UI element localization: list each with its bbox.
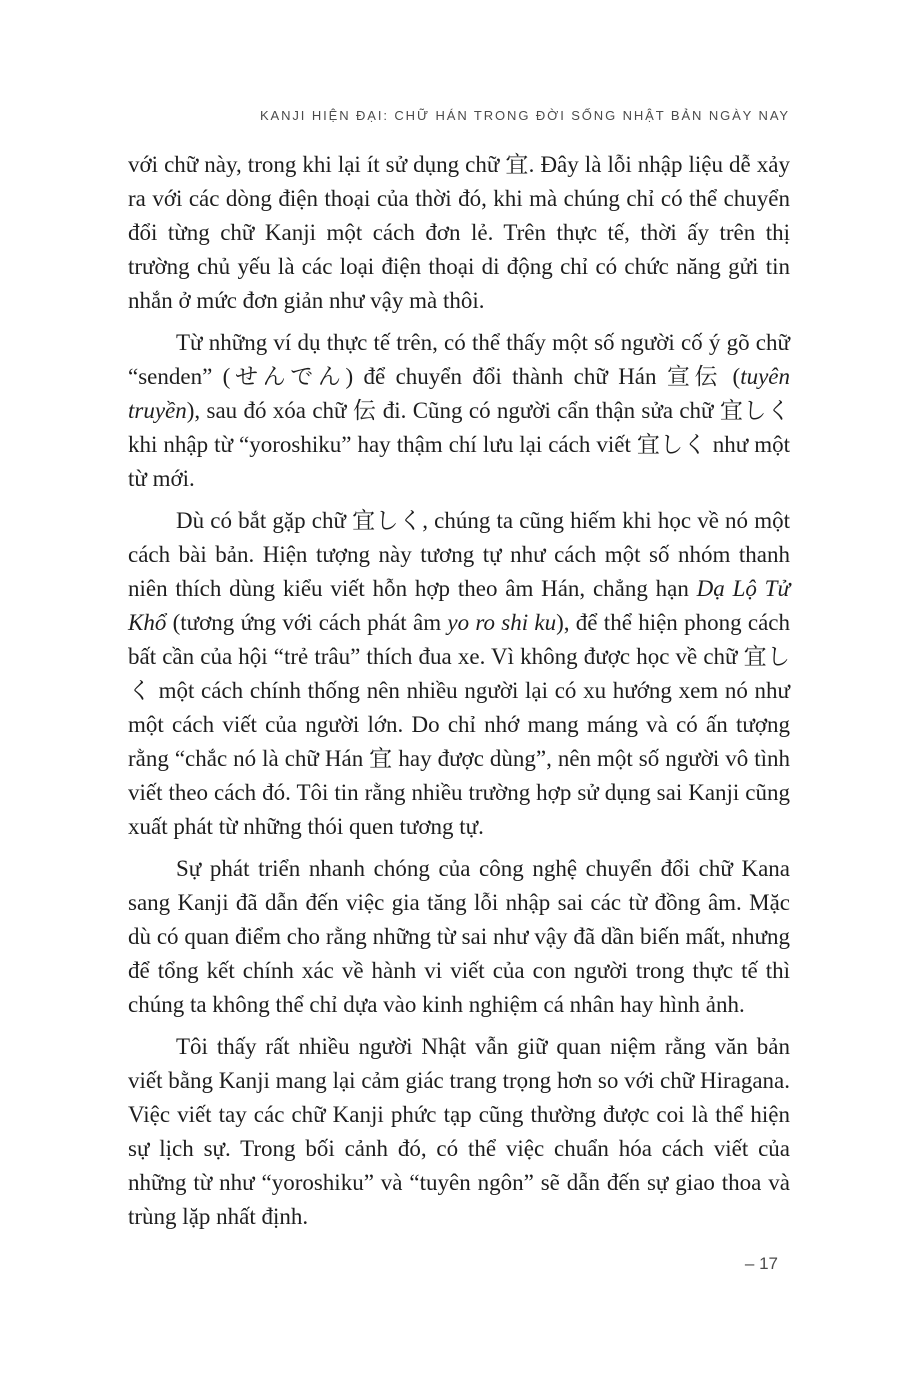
text-run: (tương ứng với cách phát âm (166, 610, 448, 635)
italic-run: Dạ Lộ Tử Khổ (128, 576, 790, 635)
italic-run: tuyên truyền (128, 364, 790, 423)
text-run: ), sau đó xóa chữ 伝 đi. Cũng có người cẩn thận sửa chữ 宜しく khi nhập từ “yoroshiku” hay thậm chí lưu lại cách viết 宜しく như một từ mới. (128, 398, 790, 491)
paragraph (128, 1030, 790, 1234)
italic-run: yo ro shi ku (447, 610, 557, 635)
paragraph (128, 148, 790, 318)
text-run: ), để thể hiện phong cách bất cần của hội “trẻ trâu” thích đua xe. Vì không được học về chữ 宜しく một cách chính thống nên nhiều người lại có xu hướng xem nó như một cách viết của người lớn. Do chỉ nhớ mang máng và có ấn tượng rằng “chắc nó là chữ Hán 宜 hay được dùng”, nên một số người vô tình viết theo cách đó. Tôi tin rằng nhiều trường hợp sử dụng sai Kanji cũng xuất phát từ những thói quen tương tự. (128, 610, 790, 839)
body-text (128, 148, 790, 1242)
paragraph (128, 504, 790, 844)
text-run: Dù có bắt gặp chữ 宜しく, chúng ta cũng hiếm khi học về nó một cách bài bản. Hiện tượng này tương tự như cách một số nhóm thanh niên thích dùng kiểu viết hỗn hợp theo âm Hán, chẳng hạn (128, 508, 790, 601)
text-run: Tôi thấy rất nhiều người Nhật vẫn giữ quan niệm rằng văn bản viết bằng Kanji mang lại cảm giác trang trọng hơn so với chữ Hiragana. Việc viết tay các chữ Kanji phức tạp cũng thường được coi là thể hiện sự lịch sự. Trong bối cảnh đó, có thể việc chuẩn hóa cách viết của những từ như “yoroshiku” và “tuyên ngôn” sẽ dẫn đến sự giao thoa và trùng lặp nhất định. (128, 1034, 790, 1229)
paragraph (128, 852, 790, 1022)
page-number: – 17 (744, 1254, 778, 1273)
text-run: Sự phát triển nhanh chóng của công nghệ chuyển đổi chữ Kana sang Kanji đã dẫn đến việc gia tăng lỗi nhập sai các từ đồng âm. Mặc dù có quan điểm cho rằng những từ sai như vậy đã dần biến mất, nhưng để tổng kết chính xác về hành vi viết của con người trong thực tế thì chúng ta không thể chỉ dựa vào kinh nghiệm cá nhân hay hình ảnh. (128, 856, 790, 1017)
running-header: KANJI HIỆN ĐẠI: CHỮ HÁN TRONG ĐỜI SỐNG NHẬT BẢN NGÀY NAY (259, 108, 790, 123)
paragraph (128, 326, 790, 496)
text-run: Từ những ví dụ thực tế trên, có thể thấy một số người cố ý gõ chữ “senden” (せんでん) để chuyển đổi thành chữ Hán 宣伝 ( (128, 330, 790, 389)
text-run: với chữ này, trong khi lại ít sử dụng chữ 宜. Đây là lỗi nhập liệu dễ xảy ra với các dòng điện thoại của thời đó, khi mà chúng chỉ có thể chuyển đổi từng chữ Kanji một cách đơn lẻ. Trên thực tế, thời ấy trên thị trường chủ yếu là các loại điện thoại di động chỉ có chức năng gửi tin nhắn ở mức đơn giản như vậy mà thôi. (128, 152, 790, 313)
